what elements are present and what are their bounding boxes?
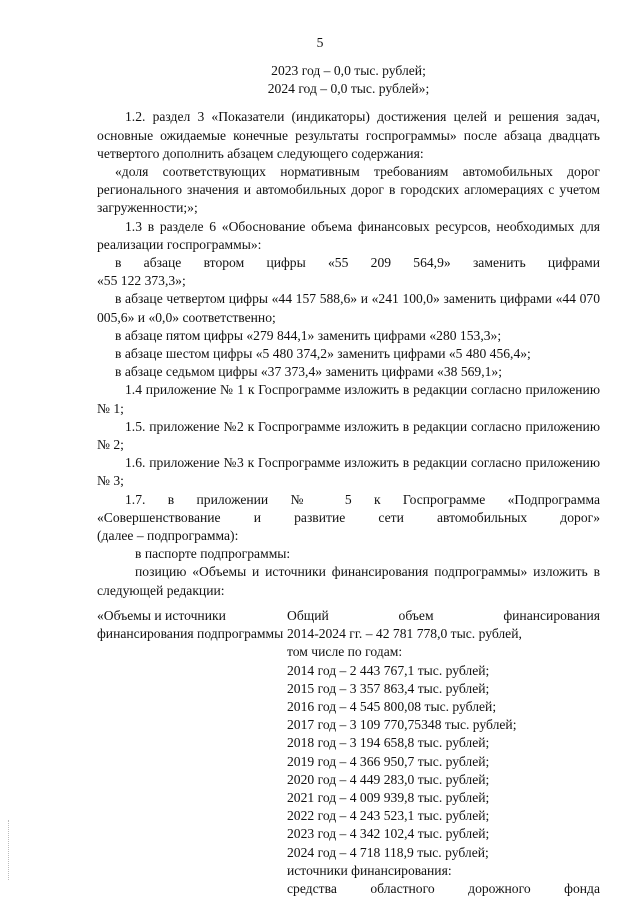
financing-year-2020: 2020 год – 4 449 283,0 тыс. рублей; bbox=[287, 771, 490, 787]
paragraph-fifth: в абзаце пятом цифры «279 844,1» заменить цифрами «280 153,3»; bbox=[115, 327, 502, 343]
financing-year-2016: 2016 год – 4 545 800,08 тыс. рублей; bbox=[287, 698, 497, 714]
paragraph-1-7-line1: 1.7. в приложении № 5 к Госпрограмме «Подпрограмма bbox=[125, 491, 600, 507]
financing-year-2015: 2015 год – 3 357 863,4 тыс. рублей; bbox=[287, 680, 490, 696]
financing-table bbox=[97, 607, 600, 898]
financing-total-line3: том числе по годам: bbox=[287, 644, 403, 660]
paragraph-seventh: в абзаце седьмом цифры «37 373,4» заменить цифрами «38 569,1»; bbox=[115, 364, 502, 380]
page-number: 5 bbox=[316, 35, 324, 50]
financing-year-2024: 2024 год – 4 718 118,9 тыс. рублей; bbox=[287, 844, 489, 860]
paragraph-second-line2: «55 122 373,3»; bbox=[97, 273, 186, 289]
financing-total-line1: Общий объем финансирования bbox=[287, 607, 600, 623]
financing-year-2023: 2023 год – 4 342 102,4 тыс. рублей; bbox=[287, 826, 490, 842]
financing-funds: средства областного дорожного фонда bbox=[287, 880, 600, 896]
paragraph-1-6: 1.6. приложение №3 к Госпрограмме изложить в редакции согласно приложению № 3; bbox=[97, 455, 600, 489]
financing-sources: источники финансирования: bbox=[287, 862, 452, 878]
financing-year-2019: 2019 год – 4 366 950,7 тыс. рублей; bbox=[287, 753, 490, 769]
paragraph-fourth: в абзаце четвертом цифры «44 157 588,6» и «241 100,0» заменить цифрами «44 070 005,6» и «0,0» соответственно; bbox=[97, 291, 600, 325]
paragraph-second-line1: в абзаце втором цифры «55 209 564,9» заменить цифрами bbox=[115, 255, 600, 271]
head-line-2024: 2024 год – 0,0 тыс. рублей»; bbox=[267, 81, 430, 97]
scan-margin-mark bbox=[8, 820, 11, 880]
document-body bbox=[97, 62, 600, 898]
paragraph-sixth: в абзаце шестом цифры «5 480 374,2» заменить цифрами «5 480 456,4»; bbox=[115, 346, 531, 362]
paragraph-passport: в паспорте подпрограммы: bbox=[135, 546, 291, 562]
head-line-2023: 2023 год – 0,0 тыс. рублей; bbox=[271, 63, 426, 78]
paragraph-1-5: 1.5. приложение №2 к Госпрограмме изложить в редакции согласно приложению № 2; bbox=[97, 418, 600, 453]
financing-table-label: «Объемы и источники финансирования подпрограммы bbox=[97, 607, 284, 642]
financing-year-2014: 2014 год – 2 443 767,1 тыс. рублей; bbox=[287, 662, 490, 678]
paragraph-quote: «доля соответствующих нормативным требованиям автомобильных дорог регионального значения и автомобильных дорог в городских агломерациях с учетом загруженности;»; bbox=[97, 164, 600, 216]
paragraph-1-2: 1.2. раздел 3 «Показатели (индикаторы) достижения целей и решения задач, основные ожидаемые конечные результаты госпрограммы» после абзаца двадцать четвертого дополнить абзацем следующего содержания: bbox=[97, 109, 600, 161]
financing-year-2022: 2022 год – 4 243 523,1 тыс. рублей; bbox=[287, 808, 490, 824]
paragraph-position: позицию «Объемы и источники финансирования подпрограммы» изложить в следующей редакции: bbox=[97, 564, 600, 598]
financing-total-line2: 2014-2024 гг. – 42 781 778,0 тыс. рублей, bbox=[287, 626, 522, 642]
financing-year-2017: 2017 год – 3 109 770,75348 тыс. рублей; bbox=[287, 717, 517, 733]
financing-table-values bbox=[287, 607, 600, 898]
financing-year-2021: 2021 год – 4 009 939,8 тыс. рублей; bbox=[287, 789, 490, 805]
paragraph-1-3: 1.3 в разделе 6 «Обоснование объема финансовых ресурсов, необходимых для реализации госпрограммы»: bbox=[97, 218, 600, 252]
paragraph-1-7-line2: «Совершенствование и развитие сети автомобильных дорог» bbox=[97, 509, 600, 525]
paragraph-1-4: 1.4 приложение № 1 к Госпрограмме изложить в редакции согласно приложению № 1; bbox=[97, 382, 600, 416]
financing-year-2018: 2018 год – 3 194 658,8 тыс. рублей; bbox=[287, 735, 490, 751]
paragraph-1-7-line3: (далее – подпрограмма): bbox=[97, 528, 239, 544]
